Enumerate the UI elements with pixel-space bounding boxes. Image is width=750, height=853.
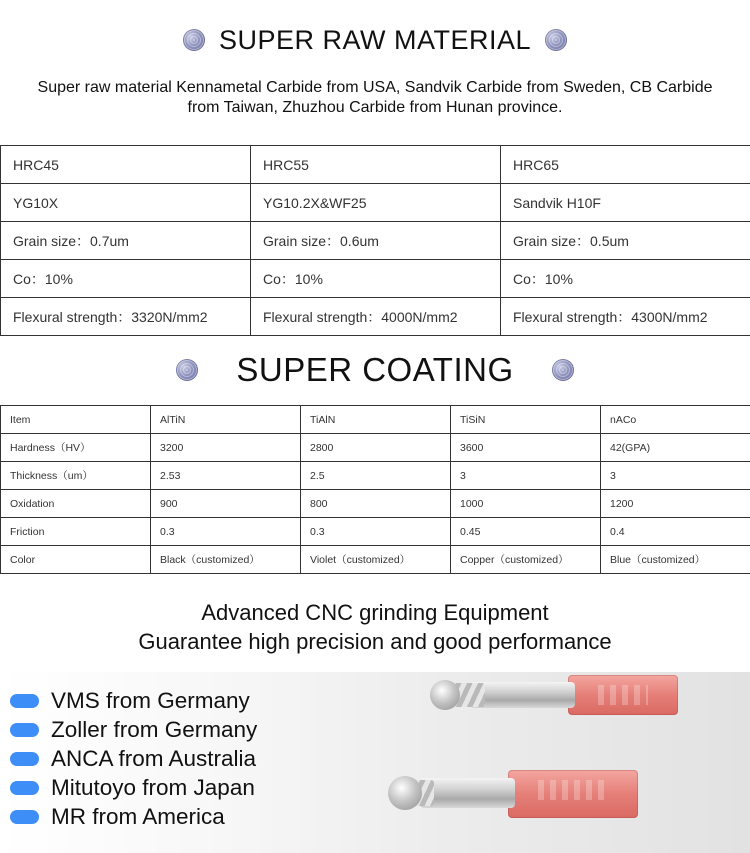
table-cell: 0.3 [151,518,301,546]
table-cell: Grain size：0.6um [251,222,501,260]
table-cell: 0.45 [451,518,601,546]
table-cell: 3 [451,462,601,490]
raw-material-intro: Super raw material Kennametal Carbide from USA, Sandvik Carbide from Sweden, CB Carbide from Taiwan, Zhuzhou Carbide from Hunan province. [37,79,713,116]
list-item [10,744,257,773]
table-cell: YG10X [1,184,251,222]
cnc-headline: Advanced CNC grinding Equipment [201,600,549,625]
bullet-pill-icon [10,694,39,708]
table-cell: 0.4 [601,518,750,546]
table-row [1,222,750,260]
list-item [10,773,257,802]
table-cell: Co：10% [1,260,251,298]
bullet-pill-icon [10,810,39,824]
table-row [1,298,750,336]
table-cell: 42(GPA) [601,434,750,462]
sphere-icon [176,359,198,381]
equipment-photo-banner [0,672,750,853]
table-cell: TiAlN [301,406,451,434]
table-cell: Co：10% [251,260,501,298]
list-item [10,686,257,715]
coating-heading [0,350,750,390]
table-cell: Grain size：0.7um [1,222,251,260]
list-item-label: VMS from Germany [51,687,250,713]
table-cell: Item [1,406,151,434]
list-item-label: Mitutoyo from Japan [51,774,255,800]
list-item-label: ANCA from Australia [51,745,257,771]
table-cell: Flexural strength：4000N/mm2 [251,298,501,336]
table-cell: Flexural strength：4300N/mm2 [501,298,750,336]
raw-material-heading [0,22,750,58]
table-cell: Blue（customized） [601,546,750,574]
table-cell: 3600 [451,434,601,462]
table-row [1,462,750,490]
table-cell: Color [1,546,151,574]
raw-material-title: SUPER RAW MATERIAL [218,24,532,55]
table-cell: Grain size：0.5um [501,222,750,260]
raw-material-table [0,145,750,336]
equipment-list [10,686,257,831]
table-cell: Oxidation [1,490,151,518]
table-cell: Hardness（HV） [1,434,151,462]
table-cell: Black（customized） [151,546,301,574]
table-cell: Co：10% [501,260,750,298]
table-cell: YG10.2X&WF25 [251,184,501,222]
table-cell: TiSiN [451,406,601,434]
cnc-subheadline: Guarantee high precision and good performance [138,629,612,654]
table-cell: Flexural strength：3320N/mm2 [1,298,251,336]
list-item [10,715,257,744]
bullet-pill-icon [10,781,39,795]
table-cell: HRC45 [1,146,251,184]
table-cell: 900 [151,490,301,518]
table-cell: 0.3 [301,518,451,546]
table-cell: 1000 [451,490,601,518]
sphere-icon [545,29,567,51]
table-cell: 3200 [151,434,301,462]
table-cell: Copper（customized） [451,546,601,574]
table-cell: HRC65 [501,146,750,184]
list-item-label: Zoller from Germany [51,716,258,742]
sphere-icon [183,29,205,51]
coating-title: SUPER COATING [236,351,514,388]
table-cell: HRC55 [251,146,501,184]
bullet-pill-icon [10,752,39,766]
table-row [1,518,750,546]
table-cell: 3 [601,462,750,490]
list-item [10,802,257,831]
table-cell: Friction [1,518,151,546]
table-row [1,546,750,574]
bullet-pill-icon [10,723,39,737]
list-item-label: MR from America [51,803,225,829]
table-row [1,184,750,222]
table-cell: Sandvik H10F [501,184,750,222]
table-row [1,406,750,434]
table-cell: 2.53 [151,462,301,490]
sphere-icon [552,359,574,381]
table-row [1,490,750,518]
table-cell: 800 [301,490,451,518]
table-cell: Violet（customized） [301,546,451,574]
coating-table [0,405,750,574]
table-row [1,434,750,462]
table-cell: 2800 [301,434,451,462]
table-row [1,260,750,298]
table-cell: Thickness（um） [1,462,151,490]
table-row [1,146,750,184]
table-cell: nACo [601,406,750,434]
table-cell: 2.5 [301,462,451,490]
table-cell: AlTiN [151,406,301,434]
table-cell: 1200 [601,490,750,518]
